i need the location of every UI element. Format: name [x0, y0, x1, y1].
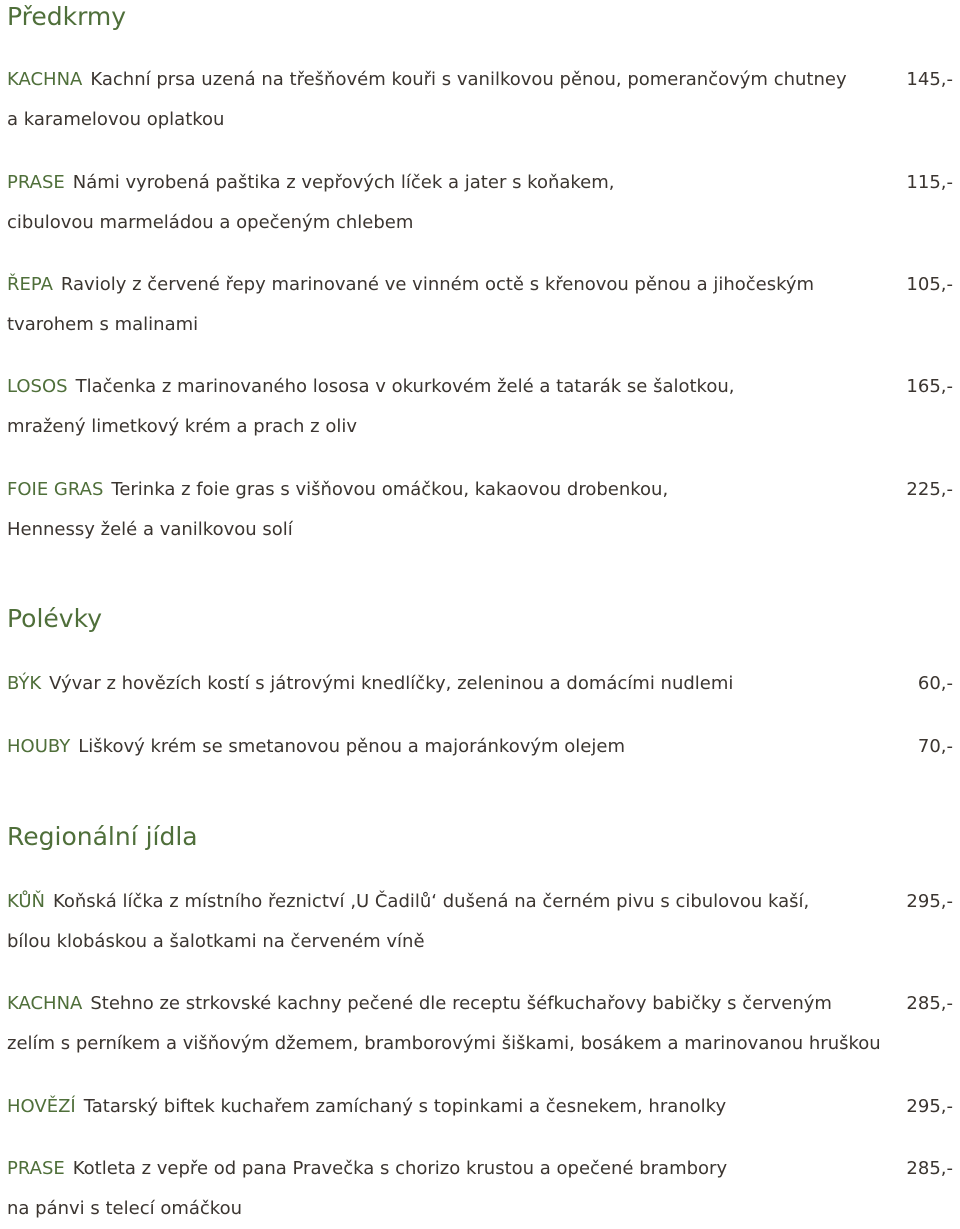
- item-price: 295,-: [906, 891, 953, 912]
- section-title-polevky: Polévky: [7, 604, 102, 633]
- item-description-line1: Vývar z hovězích kostí s játrovými knedlíčky, zeleninou a domácími nudlemi: [49, 673, 734, 694]
- item-name: HOUBY: [7, 736, 71, 757]
- item-name: HOVĚZÍ: [7, 1096, 76, 1117]
- item-price: 225,-: [906, 479, 953, 500]
- item-price: 115,-: [906, 172, 953, 193]
- item-description-line1: Stehno ze strkovské kachny pečené dle receptu šéfkuchařovy babičky s červeným: [90, 993, 832, 1014]
- menu-item-losos: [7, 367, 953, 447]
- menu-item-houby: [7, 727, 953, 767]
- menu-item-kachna-predkrm: [7, 60, 953, 140]
- item-price: 165,-: [906, 376, 953, 397]
- menu-item-repa: [7, 265, 953, 345]
- menu-item-prase-predkrm: [7, 163, 953, 243]
- menu-item-hovezi: [7, 1087, 953, 1127]
- item-description-line2: bílou klobáskou a šalotkami na červeném víně: [7, 931, 425, 952]
- item-description-line2: tvarohem s malinami: [7, 314, 199, 335]
- menu-item-kachna-hlavni: [7, 984, 953, 1064]
- item-price: 70,-: [917, 736, 953, 757]
- item-description-line1: Tatarský biftek kuchařem zamíchaný s topinkami a česnekem, hranolky: [83, 1096, 727, 1117]
- section-title-regionalni-jidla: Regionální jídla: [7, 822, 198, 851]
- item-description-line1: Ravioly z červené řepy marinované ve vinném octě s křenovou pěnou a jihočeským: [60, 274, 815, 295]
- item-description-line1: Kotleta z vepře od pana Pravečka s chorizo krustou a opečené brambory: [72, 1158, 728, 1179]
- item-description-line2: na pánvi s telecí omáčkou: [7, 1198, 243, 1219]
- item-description-line1: Kachní prsa uzená na třešňovém kouři s vanilkovou pěnou, pomerančovým chutney: [90, 69, 847, 90]
- menu-item-prase-hlavni: [7, 1149, 953, 1229]
- item-name: ŘEPA: [7, 274, 53, 295]
- item-description-line2: cibulovou marmeládou a opečeným chlebem: [7, 212, 414, 233]
- section-title-predkrmy: Předkrmy: [7, 2, 127, 31]
- item-description-line2: zelím s perníkem a višňovým džemem, bramborovými šiškami, bosákem a marinovanou hruškou: [7, 1033, 881, 1054]
- item-name: LOSOS: [7, 376, 68, 397]
- item-price: 145,-: [906, 69, 953, 90]
- item-name: KACHNA: [7, 69, 83, 90]
- item-description-line2: a karamelovou oplatkou: [7, 109, 225, 130]
- item-description-line1: Námi vyrobená paštika z vepřových líček a jater s koňakem,: [72, 172, 615, 193]
- item-name: KŮŇ: [7, 891, 45, 912]
- menu-item-foie-gras: [7, 470, 953, 550]
- item-name: KACHNA: [7, 993, 83, 1014]
- item-description-line1: Liškový krém se smetanovou pěnou a majoránkovým olejem: [78, 736, 625, 757]
- menu-item-byk: [7, 664, 953, 704]
- item-description-line2: Hennessy želé a vanilkovou solí: [7, 519, 293, 540]
- item-name: PRASE: [7, 172, 65, 193]
- item-price: 295,-: [906, 1096, 953, 1117]
- item-description-line1: Tlačenka z marinovaného lososa v okurkovém želé a tatarák se šalotkou,: [75, 376, 735, 397]
- menu-item-kun: [7, 882, 953, 962]
- item-name: PRASE: [7, 1158, 65, 1179]
- item-price: 60,-: [917, 673, 953, 694]
- item-price: 285,-: [906, 1158, 953, 1179]
- item-name: FOIE GRAS: [7, 479, 104, 500]
- item-name: BÝK: [7, 673, 42, 694]
- item-description-line2: mražený limetkový krém a prach z oliv: [7, 416, 357, 437]
- item-description-line1: Terinka z foie gras s višňovou omáčkou, kakaovou drobenkou,: [111, 479, 669, 500]
- item-description-line1: Koňská líčka z místního řeznictví ‚U Čadilů‘ dušená na černém pivu s cibulovou kaší,: [52, 891, 810, 912]
- item-price: 285,-: [906, 993, 953, 1014]
- item-price: 105,-: [906, 274, 953, 295]
